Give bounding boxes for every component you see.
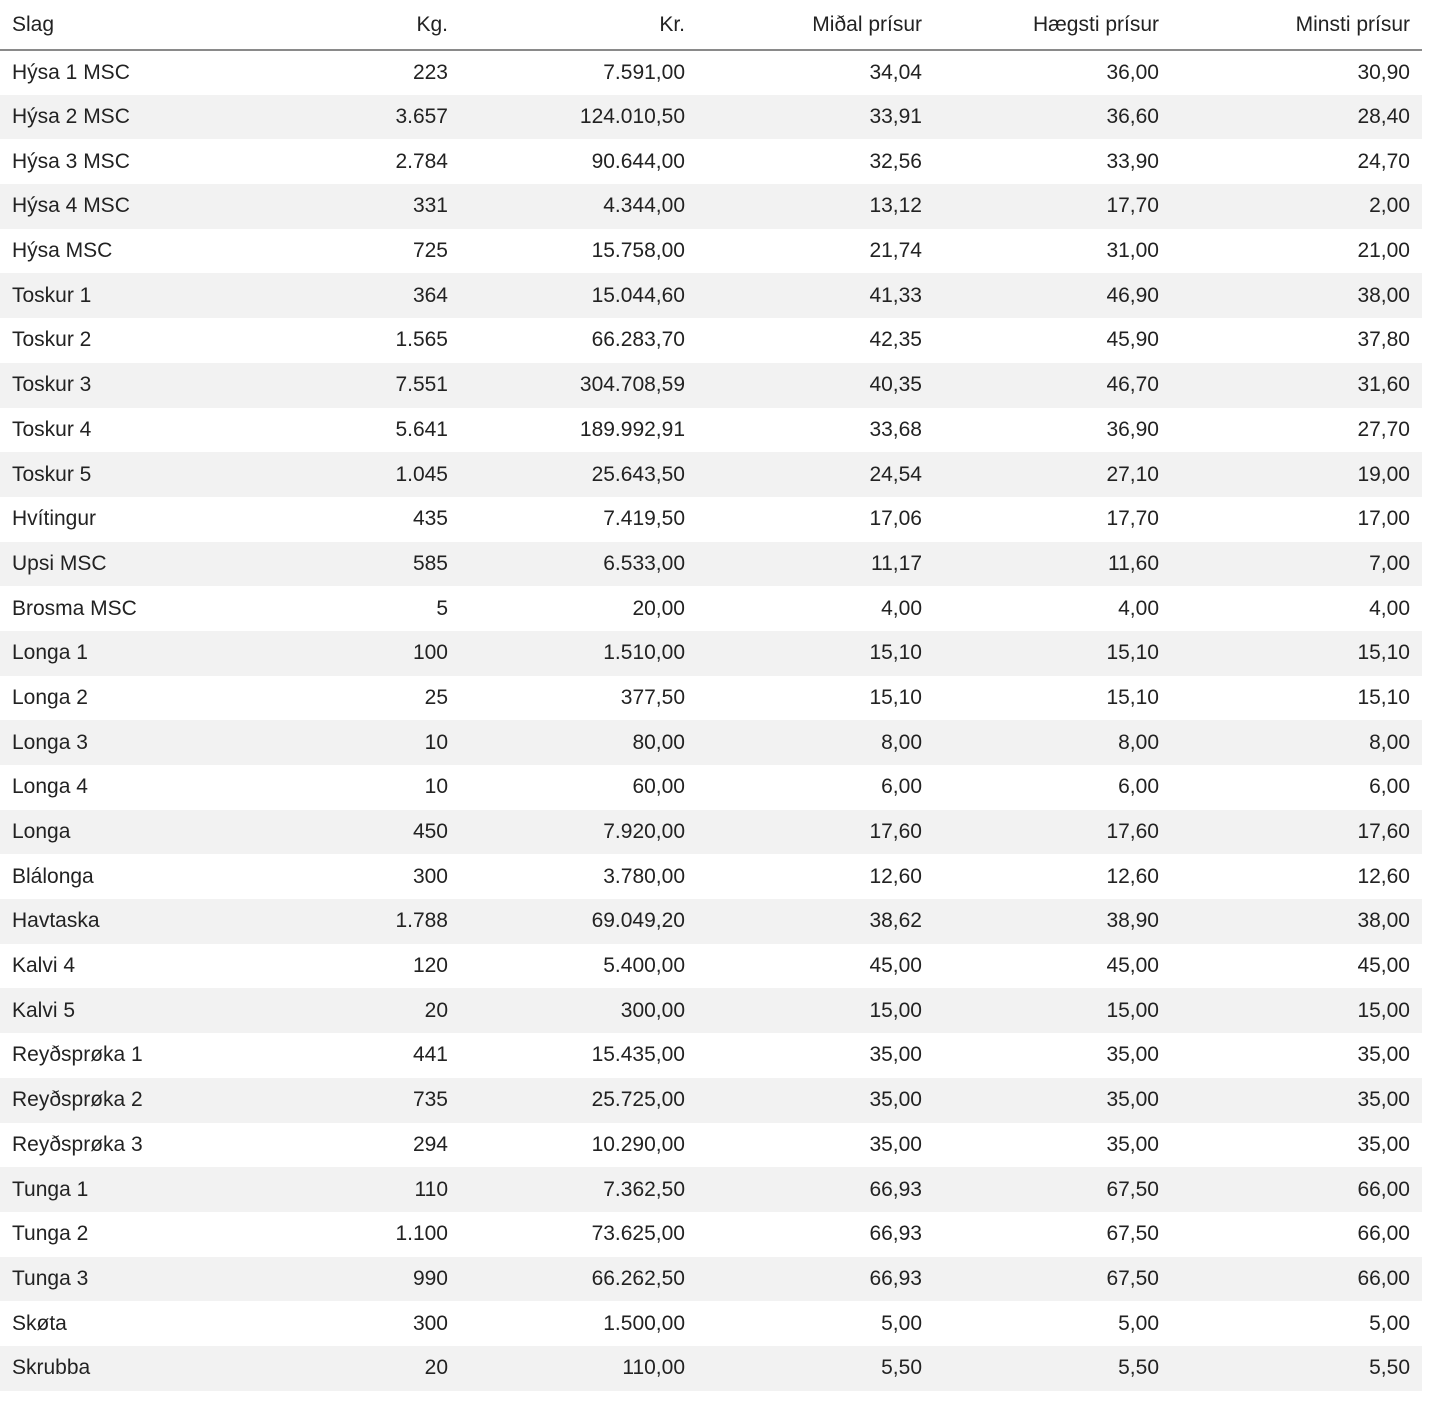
cell-kr: 7.362,50	[603, 1177, 685, 1201]
cell-lowest-price: 35,00	[1357, 1132, 1410, 1156]
cell-slag: Hýsa 3 MSC	[12, 149, 130, 173]
cell-kg: 364	[412, 283, 448, 307]
cell-kr: 3.780,00	[603, 864, 685, 888]
cell-kg: 735	[412, 1088, 448, 1112]
cell-kr: 1.510,00	[603, 641, 685, 665]
cell-kr: 60,00	[632, 775, 685, 799]
cell-kg: 331	[412, 194, 448, 218]
cell-highest-price: 45,00	[1106, 954, 1159, 978]
cell-kr: 20,00	[632, 596, 685, 620]
cell-slag: Longa 3	[12, 730, 88, 754]
cell-average-price: 5,50	[881, 1356, 922, 1380]
cell-kg: 110	[414, 1177, 448, 1201]
cell-slag: Upsi MSC	[12, 551, 107, 575]
cell-kg: 1.788	[395, 909, 448, 933]
cell-average-price: 6,00	[881, 775, 922, 799]
column-header-average-price[interactable]: Miðal prísur	[697, 0, 934, 50]
cell-average-price: 32,56	[869, 149, 922, 173]
cell-kr: 66.262,50	[591, 1266, 685, 1290]
cell-kg: 25	[424, 685, 448, 709]
cell-average-price: 41,33	[869, 283, 922, 307]
cell-kg: 1.045	[395, 462, 448, 486]
cell-lowest-price: 17,60	[1357, 820, 1410, 844]
column-header-kr[interactable]: Kr.	[460, 0, 697, 50]
cell-kr: 110,00	[622, 1356, 685, 1380]
cell-kr: 377,50	[620, 685, 685, 709]
cell-kr: 15.435,00	[591, 1043, 685, 1067]
cell-highest-price: 36,90	[1106, 417, 1159, 441]
cell-lowest-price: 24,70	[1357, 149, 1410, 173]
cell-lowest-price: 15,00	[1357, 998, 1410, 1022]
table-row	[0, 988, 1422, 1033]
cell-kr: 4.344,00	[603, 194, 685, 218]
cell-kg: 1.565	[395, 328, 448, 352]
cell-slag: Hýsa 1 MSC	[12, 60, 130, 84]
table-row	[0, 363, 1422, 408]
cell-slag: Havtaska	[12, 909, 100, 933]
cell-kr: 69.049,20	[591, 909, 685, 933]
cell-slag: Hvítingur	[12, 507, 97, 531]
cell-highest-price: 17,60	[1106, 820, 1159, 844]
cell-kr: 5.400,00	[603, 954, 685, 978]
cell-kr: 304.708,59	[579, 373, 685, 397]
cell-kg: 20	[424, 998, 448, 1022]
table-row	[0, 810, 1422, 855]
cell-highest-price: 67,50	[1106, 1222, 1159, 1246]
cell-lowest-price: 19,00	[1357, 462, 1410, 486]
cell-kr: 25.725,00	[591, 1088, 685, 1112]
cell-kr: 124.010,50	[579, 105, 685, 129]
table-row	[0, 139, 1422, 184]
cell-slag: Longa	[12, 820, 71, 844]
cell-average-price: 17,60	[869, 820, 922, 844]
cell-slag: Longa 4	[12, 775, 88, 799]
cell-average-price: 66,93	[869, 1222, 922, 1246]
cell-kr: 15.044,60	[591, 283, 685, 307]
cell-lowest-price: 2,00	[1369, 194, 1410, 218]
cell-average-price: 13,12	[869, 194, 922, 218]
cell-highest-price: 6,00	[1118, 775, 1159, 799]
cell-highest-price: 8,00	[1118, 730, 1159, 754]
cell-kr: 6.533,00	[603, 551, 685, 575]
table-header	[0, 0, 1422, 50]
cell-average-price: 66,93	[869, 1266, 922, 1290]
cell-slag: Kalvi 5	[12, 998, 76, 1022]
table-row	[0, 497, 1422, 542]
cell-average-price: 45,00	[869, 954, 922, 978]
cell-slag: Longa 1	[12, 641, 88, 665]
cell-slag: Reyðsprøka 1	[12, 1043, 143, 1067]
cell-average-price: 35,00	[869, 1088, 922, 1112]
table-row	[0, 1257, 1422, 1302]
cell-highest-price: 36,00	[1106, 60, 1159, 84]
table-row	[0, 95, 1422, 140]
cell-slag: Tunga 3	[12, 1266, 89, 1290]
table-row	[0, 184, 1422, 229]
cell-kr: 15.758,00	[591, 239, 685, 263]
cell-kr: 189.992,91	[579, 417, 685, 441]
cell-slag: Toskur 5	[12, 462, 92, 486]
cell-average-price: 34,04	[869, 60, 922, 84]
cell-slag: Hýsa 2 MSC	[12, 105, 130, 129]
table-row	[0, 318, 1422, 363]
cell-highest-price: 45,90	[1106, 328, 1159, 352]
table-row	[0, 273, 1422, 318]
cell-highest-price: 5,50	[1118, 1356, 1159, 1380]
cell-lowest-price: 5,50	[1369, 1356, 1410, 1380]
cell-lowest-price: 35,00	[1357, 1043, 1410, 1067]
cell-kg: 7.551	[395, 373, 448, 397]
cell-lowest-price: 15,10	[1357, 641, 1410, 665]
table-row	[0, 1167, 1422, 1212]
cell-lowest-price: 5,00	[1369, 1311, 1410, 1335]
cell-average-price: 33,91	[869, 105, 922, 129]
table-row	[0, 1123, 1422, 1168]
table-row	[0, 542, 1422, 587]
cell-kg: 725	[412, 239, 448, 263]
cell-lowest-price: 38,00	[1357, 909, 1410, 933]
cell-kr: 7.920,00	[603, 820, 685, 844]
cell-kr: 80,00	[632, 730, 685, 754]
cell-slag: Hýsa MSC	[12, 239, 113, 263]
cell-kr: 66.283,70	[591, 328, 685, 352]
cell-kr: 300,00	[620, 998, 685, 1022]
cell-kg: 300	[412, 864, 448, 888]
cell-average-price: 17,06	[869, 507, 922, 531]
cell-kr: 7.419,50	[603, 507, 685, 531]
cell-average-price: 8,00	[881, 730, 922, 754]
cell-highest-price: 46,70	[1106, 373, 1159, 397]
cell-average-price: 5,00	[881, 1311, 922, 1335]
cell-slag: Blálonga	[12, 864, 94, 888]
table-row	[0, 452, 1422, 497]
cell-highest-price: 38,90	[1106, 909, 1159, 933]
cell-lowest-price: 15,10	[1357, 685, 1410, 709]
cell-lowest-price: 28,40	[1357, 105, 1410, 129]
cell-lowest-price: 8,00	[1369, 730, 1410, 754]
cell-highest-price: 46,90	[1106, 283, 1159, 307]
cell-highest-price: 4,00	[1118, 596, 1159, 620]
cell-slag: Reyðsprøka 3	[12, 1132, 143, 1156]
cell-average-price: 42,35	[869, 328, 922, 352]
header-row	[0, 0, 1422, 50]
table-row	[0, 899, 1422, 944]
cell-lowest-price: 38,00	[1357, 283, 1410, 307]
cell-average-price: 4,00	[881, 596, 922, 620]
table-row	[0, 50, 1422, 95]
cell-average-price: 15,10	[869, 685, 922, 709]
column-header-slag[interactable]: Slag	[0, 0, 222, 50]
table-row	[0, 720, 1422, 765]
cell-kg: 3.657	[395, 105, 448, 129]
cell-kg: 450	[412, 820, 448, 844]
cell-slag: Hýsa 4 MSC	[12, 194, 130, 218]
cell-highest-price: 15,10	[1106, 685, 1159, 709]
cell-kg: 1.100	[395, 1222, 448, 1246]
column-header-lowest-price[interactable]: Minsti prísur	[1171, 0, 1422, 50]
table-row	[0, 944, 1422, 989]
table-row	[0, 408, 1422, 453]
cell-kg: 5.641	[395, 417, 448, 441]
cell-kg: 294	[412, 1132, 448, 1156]
column-header-highest-price[interactable]: Hægsti prísur	[934, 0, 1171, 50]
cell-kg: 20	[424, 1356, 448, 1380]
cell-average-price: 15,00	[869, 998, 922, 1022]
cell-slag: Reyðsprøka 2	[12, 1088, 143, 1112]
cell-highest-price: 35,00	[1106, 1132, 1159, 1156]
cell-lowest-price: 17,00	[1357, 507, 1410, 531]
cell-lowest-price: 4,00	[1369, 596, 1410, 620]
cell-highest-price: 35,00	[1106, 1043, 1159, 1067]
cell-lowest-price: 7,00	[1369, 551, 1410, 575]
table-row	[0, 1078, 1422, 1123]
cell-highest-price: 67,50	[1106, 1177, 1159, 1201]
table-row	[0, 676, 1422, 721]
cell-lowest-price: 30,90	[1357, 60, 1410, 84]
cell-kg: 5	[436, 596, 448, 620]
cell-highest-price: 33,90	[1106, 149, 1159, 173]
cell-kg: 100	[412, 641, 448, 665]
cell-lowest-price: 35,00	[1357, 1088, 1410, 1112]
cell-highest-price: 36,60	[1106, 105, 1159, 129]
cell-kg: 120	[412, 954, 448, 978]
cell-lowest-price: 31,60	[1357, 373, 1410, 397]
cell-kg: 10	[424, 775, 448, 799]
cell-highest-price: 12,60	[1106, 864, 1159, 888]
cell-slag: Longa 2	[12, 685, 88, 709]
table-row	[0, 586, 1422, 631]
cell-lowest-price: 66,00	[1357, 1177, 1410, 1201]
cell-average-price: 33,68	[869, 417, 922, 441]
cell-average-price: 38,62	[869, 909, 922, 933]
cell-kg: 300	[412, 1311, 448, 1335]
table-row	[0, 229, 1422, 274]
cell-average-price: 15,10	[869, 641, 922, 665]
table-body	[0, 50, 1422, 1391]
cell-average-price: 12,60	[869, 864, 922, 888]
cell-slag: Toskur 2	[12, 328, 92, 352]
cell-slag: Skøta	[12, 1311, 67, 1335]
cell-kr: 73.625,00	[591, 1222, 685, 1246]
cell-average-price: 40,35	[869, 373, 922, 397]
cell-lowest-price: 66,00	[1357, 1222, 1410, 1246]
cell-lowest-price: 27,70	[1357, 417, 1410, 441]
cell-kr: 10.290,00	[591, 1132, 685, 1156]
cell-highest-price: 17,70	[1106, 194, 1159, 218]
cell-kg: 990	[412, 1266, 448, 1290]
table-row	[0, 854, 1422, 899]
cell-kg: 585	[412, 551, 448, 575]
cell-kg: 10	[424, 730, 448, 754]
cell-highest-price: 15,00	[1106, 998, 1159, 1022]
table-row	[0, 1212, 1422, 1257]
cell-highest-price: 15,10	[1106, 641, 1159, 665]
cell-kg: 223	[412, 60, 448, 84]
cell-slag: Toskur 4	[12, 417, 92, 441]
table-row	[0, 1346, 1422, 1391]
cell-slag: Tunga 1	[12, 1177, 89, 1201]
cell-kg: 441	[412, 1043, 448, 1067]
cell-lowest-price: 21,00	[1357, 239, 1410, 263]
cell-slag: Skrubba	[12, 1356, 91, 1380]
cell-highest-price: 5,00	[1118, 1311, 1159, 1335]
cell-highest-price: 35,00	[1106, 1088, 1159, 1112]
cell-kg: 435	[412, 507, 448, 531]
table-row	[0, 765, 1422, 810]
cell-average-price: 66,93	[869, 1177, 922, 1201]
table-row	[0, 631, 1422, 676]
cell-lowest-price: 66,00	[1357, 1266, 1410, 1290]
cell-lowest-price: 12,60	[1357, 864, 1410, 888]
cell-kg: 2.784	[395, 149, 448, 173]
table-row	[0, 1301, 1422, 1346]
cell-lowest-price: 45,00	[1357, 954, 1410, 978]
cell-slag: Toskur 3	[12, 373, 92, 397]
cell-kr: 1.500,00	[603, 1311, 685, 1335]
cell-lowest-price: 37,80	[1357, 328, 1410, 352]
cell-kr: 25.643,50	[591, 462, 685, 486]
cell-average-price: 11,17	[871, 551, 922, 575]
cell-lowest-price: 6,00	[1369, 775, 1410, 799]
cell-average-price: 21,74	[869, 239, 922, 263]
cell-highest-price: 67,50	[1106, 1266, 1159, 1290]
cell-average-price: 35,00	[869, 1043, 922, 1067]
cell-slag: Tunga 2	[12, 1222, 89, 1246]
cell-slag: Kalvi 4	[12, 954, 76, 978]
cell-highest-price: 11,60	[1108, 551, 1159, 575]
cell-slag: Brosma MSC	[12, 596, 137, 620]
cell-kr: 7.591,00	[603, 60, 685, 84]
cell-highest-price: 17,70	[1106, 507, 1159, 531]
cell-kr: 90.644,00	[591, 149, 685, 173]
table-row	[0, 1033, 1422, 1078]
cell-highest-price: 27,10	[1106, 462, 1159, 486]
cell-highest-price: 31,00	[1106, 239, 1159, 263]
cell-average-price: 24,54	[869, 462, 922, 486]
cell-slag: Toskur 1	[12, 283, 92, 307]
cell-average-price: 35,00	[869, 1132, 922, 1156]
column-header-kg[interactable]: Kg.	[222, 0, 460, 50]
